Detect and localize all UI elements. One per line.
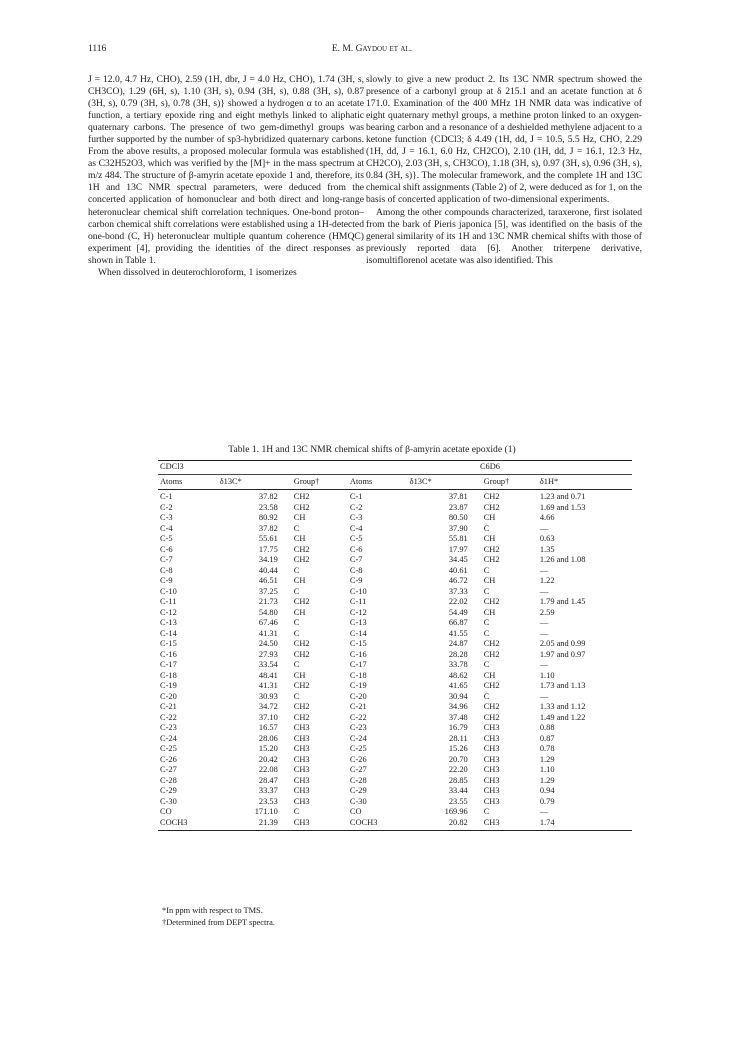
- cell-shift-13c: 21.73: [258, 597, 278, 606]
- cell-atom: C-4: [160, 523, 173, 533]
- table-body: [158, 490, 632, 831]
- cell-shift-1h: 0.63: [539, 534, 555, 543]
- cell-group: CH3: [293, 733, 310, 743]
- cell-atom: C-19: [160, 681, 177, 690]
- cell-shift-13c: 37.33: [448, 586, 468, 596]
- cell-shift-13c: 46.51: [258, 576, 278, 585]
- table-row: [158, 629, 632, 640]
- cell-group: CH: [293, 607, 306, 617]
- col-header-shift-1h: δ1H*: [538, 474, 632, 490]
- table-row: [158, 702, 632, 713]
- cell-shift-13c: 20.42: [258, 754, 278, 764]
- table-row: [158, 618, 632, 629]
- cell-atom: C-27: [160, 765, 177, 774]
- cell-atom: C-26: [160, 754, 177, 764]
- table-row: [158, 744, 632, 755]
- cell-shift-13c: 48.41: [258, 670, 278, 680]
- cell-shift-13c: 171.10: [254, 807, 278, 816]
- cell-atom: CO: [160, 807, 172, 816]
- cell-atom: C-10: [349, 586, 367, 596]
- table-row: [158, 734, 632, 745]
- cell-shift-13c: 16.57: [258, 723, 278, 732]
- running-head: E. M. Gaydou et al.: [331, 44, 413, 54]
- cell-atom: C-11: [160, 597, 177, 606]
- cell-shift-13c: 46.72: [448, 576, 468, 585]
- table-footnote-ppm: *In ppm with respect to TMS.: [162, 906, 263, 915]
- cell-group: CH: [483, 607, 496, 617]
- col-header-group: Group†: [292, 474, 348, 490]
- cell-shift-13c: 30.94: [448, 691, 468, 701]
- cell-group: C: [293, 565, 300, 575]
- cell-atom: C-1: [349, 492, 363, 501]
- cell-shift-13c: 28.47: [258, 775, 278, 785]
- right-paragraph-2: Among the other compounds characterized, taraxerone, first isolated from the bark of Pieris japonica [5], was identified on the basis of the general similarity of its 1H and 13C NMR chemical shifts with those of previously reported data [6]. Another triterpene derivative, isomultiflorenol acetate was also identified. This: [366, 206, 642, 266]
- cell-shift-13c: 169.96: [444, 807, 468, 816]
- cell-shift-13c: 40.61: [448, 565, 468, 575]
- table-row: [158, 503, 632, 514]
- cell-shift-13c: 37.82: [258, 492, 278, 501]
- cell-shift-13c: 16.79: [448, 723, 468, 732]
- cell-shift-13c: 34.96: [448, 702, 468, 711]
- table-row: [158, 692, 632, 703]
- cell-atom: C-13: [160, 618, 177, 627]
- cell-atom: C-2: [160, 502, 173, 512]
- cell-shift-1h: 1.10: [539, 765, 555, 774]
- cell-atom: C-3: [160, 513, 173, 522]
- cell-atom: C-6: [160, 544, 173, 554]
- cell-group: CH2: [483, 544, 500, 554]
- left-paragraph-1: J = 12.0, 4.7 Hz, CHO), 2.59 (1H, dbr, J = 4.0 Hz, CHO), 1.74 (3H, s, CH3CO), 1.29 (6H, s), 1.10 (3H, s), 0.94 (3H, s), 0.88 (3H, s), 0.87 (3H, s), 0.79 (3H, s), 0.78 (3H, s)} showed a hydrogen α to an acetate function, a tertiary epoxide ring and eight methyls linked to aliphatic quaternary carbons. The presence of two gem-dimethyl groups was further supported by the number of sp3-hybridized quaternary carbons. From the above results, a proposed molecular formula was established as C32H52O3, which was verified by the [M]+ in the mass spectrum at m/z 484. The structure of β-amyrin acetate epoxide 1 and, therefore, its 1H and 13C NMR spectral parameters, were deduced from the concerted application of homonuclear and both direct and long-range heteronuclear chemical shift correlation techniques. One-bond proton–carbon chemical shift correlations were established using a 1H-detected one-bond (C, H) heteronuclear multiple quantum coherence (HMQC) experiment [4], providing the identities of the direct responses as shown in Table 1.: [88, 74, 364, 266]
- cell-group: CH2: [483, 681, 500, 690]
- cell-group: CH2: [483, 555, 500, 564]
- cell-shift-1h: 1.29: [539, 754, 555, 764]
- cell-shift-1h: 1.35: [539, 544, 555, 554]
- cell-group: C: [483, 628, 490, 638]
- cell-group: CH2: [483, 649, 500, 659]
- cell-shift-13c: 48.62: [448, 670, 468, 680]
- table-row: [158, 608, 632, 619]
- cell-shift-13c: 80.92: [258, 513, 278, 522]
- cell-shift-1h: 1.49 and 1.22: [539, 712, 586, 722]
- cell-group: CH3: [483, 775, 500, 785]
- cell-group: C: [483, 807, 490, 816]
- table-row: [158, 765, 632, 776]
- cell-atom: C-26: [349, 754, 367, 764]
- cell-shift-1h: —: [539, 618, 549, 627]
- cell-shift-1h: 1.10: [539, 670, 555, 680]
- table-row: [158, 555, 632, 566]
- cell-shift-1h: 1.22: [539, 576, 555, 585]
- cell-atom: C-20: [349, 691, 367, 701]
- cell-shift-1h: 0.88: [539, 723, 555, 732]
- cell-group: CH2: [293, 502, 310, 512]
- table-row: [158, 513, 632, 524]
- cell-atom: C-9: [349, 576, 363, 585]
- cell-shift-13c: 23.55: [448, 796, 468, 806]
- cell-atom: C-25: [160, 744, 177, 753]
- nmr-shift-table: [158, 460, 632, 831]
- cell-shift-1h: —: [539, 660, 549, 669]
- cell-group: CH3: [483, 744, 500, 753]
- cell-shift-13c: 28.28: [448, 649, 468, 659]
- cell-shift-13c: 28.06: [258, 733, 278, 743]
- cell-shift-13c: 30.93: [258, 691, 278, 701]
- cell-group: CH3: [293, 786, 310, 795]
- cell-shift-13c: 24.50: [258, 639, 278, 648]
- cell-group: CH: [483, 534, 496, 543]
- cell-atom: C-1: [160, 492, 173, 501]
- cell-shift-1h: 2.05 and 0.99: [539, 639, 586, 648]
- cell-shift-13c: 33.54: [258, 660, 278, 669]
- cell-group: CH2: [483, 712, 500, 722]
- cell-atom: C-28: [349, 775, 367, 785]
- table-row: [158, 576, 632, 587]
- cell-atom: C-23: [349, 723, 367, 732]
- cell-group: CH3: [293, 796, 310, 806]
- cell-atom: C-27: [349, 765, 367, 774]
- cell-atom: C-14: [349, 628, 367, 638]
- cell-shift-13c: 21.39: [218, 818, 292, 831]
- cell-group: CH2: [293, 555, 310, 564]
- cell-group: CH2: [483, 702, 500, 711]
- solvent-c6d6: C6D6: [348, 461, 632, 475]
- cell-group: CH3: [293, 723, 310, 732]
- cell-group: CH3: [483, 796, 500, 806]
- column-header-row: [158, 474, 632, 490]
- table-row: [158, 818, 632, 831]
- cell-atom: C-28: [160, 775, 177, 785]
- cell-shift-13c: 34.19: [258, 555, 278, 564]
- cell-shift-13c: 55.81: [448, 534, 468, 543]
- cell-atom: C-17: [160, 660, 177, 669]
- cell-shift-13c: 23.87: [448, 502, 468, 512]
- table-row: [158, 755, 632, 766]
- cell-group: CH: [483, 670, 496, 680]
- cell-shift-1h: 1.73 and 1.13: [539, 681, 586, 690]
- cell-atom: C-23: [160, 723, 177, 732]
- cell-atom: COCH3: [348, 818, 408, 831]
- cell-shift-13c: 33.44: [448, 786, 468, 795]
- cell-atom: C-24: [160, 733, 177, 743]
- cell-group: C: [483, 586, 490, 596]
- cell-group: CH2: [293, 639, 310, 648]
- cell-shift-13c: 54.80: [258, 607, 278, 617]
- cell-shift-1h: 1.74: [538, 818, 632, 831]
- cell-atom: C-7: [349, 555, 363, 564]
- cell-shift-13c: 37.81: [448, 492, 468, 501]
- cell-group: CH3: [483, 754, 500, 764]
- table-footnote-dept: †Determined from DEPT spectra.: [162, 918, 275, 927]
- cell-group: CH2: [293, 681, 310, 690]
- cell-shift-1h: —: [539, 523, 549, 533]
- cell-atom: C-6: [349, 544, 363, 554]
- cell-atom: C-29: [160, 786, 177, 795]
- cell-shift-13c: 66.87: [448, 618, 468, 627]
- cell-atom: CO: [349, 807, 362, 816]
- cell-group: C: [483, 618, 490, 627]
- cell-shift-13c: 22.20: [448, 765, 468, 774]
- table-row: [158, 776, 632, 787]
- col-header-atoms: Atoms: [348, 474, 408, 490]
- cell-group: CH2: [483, 502, 500, 512]
- cell-shift-1h: 1.23 and 0.71: [539, 492, 586, 501]
- cell-shift-13c: 20.82: [408, 818, 482, 831]
- table-row: [158, 660, 632, 671]
- cell-group: CH: [293, 534, 306, 543]
- cell-group: C: [293, 628, 300, 638]
- cell-shift-13c: 37.82: [258, 523, 278, 533]
- cell-shift-1h: —: [539, 565, 549, 575]
- cell-atom: C-4: [349, 523, 363, 533]
- cell-shift-1h: 2.59: [539, 607, 555, 617]
- cell-shift-1h: 0.87: [539, 733, 555, 743]
- cell-atom: C-19: [349, 681, 367, 690]
- cell-shift-13c: 37.90: [448, 523, 468, 533]
- cell-shift-13c: 67.46: [258, 618, 278, 627]
- cell-shift-13c: 22.02: [448, 597, 468, 606]
- cell-group: C: [293, 691, 300, 701]
- cell-shift-13c: 22.08: [258, 765, 278, 774]
- table-row: [158, 650, 632, 661]
- cell-atom: C-13: [349, 618, 367, 627]
- cell-atom: C-10: [160, 586, 177, 596]
- table-row: [158, 534, 632, 545]
- table-row: [158, 524, 632, 535]
- cell-atom: C-3: [349, 513, 363, 522]
- cell-shift-13c: 41.31: [258, 681, 278, 690]
- col-header-atoms: Atoms: [158, 474, 218, 490]
- cell-shift-13c: 34.72: [258, 702, 278, 711]
- cell-shift-13c: 40.44: [258, 565, 278, 575]
- cell-group: CH3: [483, 733, 500, 743]
- cell-shift-13c: 17.75: [258, 544, 278, 554]
- cell-group: CH: [293, 576, 306, 585]
- cell-group: CH: [483, 513, 496, 522]
- table-row: [158, 639, 632, 650]
- cell-group: CH2: [483, 597, 500, 606]
- cell-shift-13c: 37.25: [258, 586, 278, 596]
- table-row: [158, 566, 632, 577]
- cell-group: CH2: [483, 492, 500, 501]
- right-column: [366, 74, 642, 267]
- cell-shift-13c: 17.97: [448, 544, 468, 554]
- cell-atom: C-18: [160, 670, 177, 680]
- cell-shift-13c: 24.87: [448, 639, 468, 648]
- cell-atom: C-5: [160, 534, 173, 543]
- cell-group: CH2: [293, 712, 310, 722]
- cell-atom: C-15: [349, 639, 367, 648]
- cell-group: CH3: [293, 744, 310, 753]
- cell-shift-1h: 0.78: [539, 744, 555, 753]
- cell-group: CH3: [293, 754, 310, 764]
- table-caption: Table 1. 1H and 13C NMR chemical shifts of β-amyrin acetate epoxide (1): [228, 444, 516, 455]
- left-column: [88, 74, 364, 279]
- cell-shift-1h: 1.97 and 0.97: [539, 649, 586, 659]
- cell-group: CH: [293, 513, 306, 522]
- cell-atom: C-11: [349, 597, 367, 606]
- cell-shift-1h: 1.26 and 1.08: [539, 555, 586, 564]
- cell-group: CH3: [293, 775, 310, 785]
- cell-atom: C-15: [160, 639, 177, 648]
- table-row: [158, 713, 632, 724]
- table-row: [158, 786, 632, 797]
- cell-group: C: [483, 691, 490, 701]
- cell-atom: C-21: [349, 702, 367, 711]
- table-row: [158, 807, 632, 818]
- cell-atom: COCH3: [158, 818, 218, 831]
- cell-atom: C-8: [349, 565, 363, 575]
- cell-shift-1h: —: [539, 691, 549, 701]
- cell-shift-13c: 41.31: [258, 628, 278, 638]
- cell-atom: C-8: [160, 565, 173, 575]
- col-header-shift-13c: δ13C*: [408, 474, 482, 490]
- cell-atom: C-21: [160, 702, 177, 711]
- cell-group: CH3: [293, 765, 310, 774]
- solvent-cdcl3: CDCl3: [158, 461, 348, 475]
- col-header-group: Group†: [482, 474, 538, 490]
- cell-shift-1h: 4.66: [539, 513, 555, 522]
- cell-group: C: [293, 586, 300, 596]
- cell-group: CH: [483, 576, 496, 585]
- table-row: [158, 597, 632, 608]
- table-row: [158, 723, 632, 734]
- cell-shift-1h: 1.79 and 1.45: [539, 597, 586, 606]
- cell-shift-13c: 41.55: [448, 628, 468, 638]
- cell-shift-1h: 0.94: [539, 786, 555, 795]
- table-row: [158, 545, 632, 556]
- cell-shift-13c: 23.53: [258, 796, 278, 806]
- cell-shift-13c: 28.85: [448, 775, 468, 785]
- right-paragraph-1: slowly to give a new product 2. Its 13C NMR spectrum showed the presence of a carbonyl group at δ 215.1 and an acetate function at δ 171.0. Examination of the 400 MHz 1H NMR data was indicative of eight quaternary methyl groups, a methine proton linked to an oxygen-bearing carbon and a resonance of a deshielded methylene adjacent to a ketone function {CDCl3; δ 4.49 (1H, dd, J = 10.5, 5.5 Hz, CHO, 2.29 (1H, dd, J = 16.1, 6.0 Hz, CH2CO), 2.10 (1H, dd, J = 16.1, 12.3 Hz, CH2CO), 2.03 (3H, s, CH3CO), 1.18 (3H, s), 0.97 (3H, s), 0.96 (3H, s), 0.84 (3H, s)}. The molecular framework, and the complete 1H and 13C chemical shift assignments (Table 2) of 2, were deduced as for 1, on the basis of concerted application of two-dimensional experiments.: [366, 74, 642, 206]
- cell-atom: C-22: [349, 712, 367, 722]
- cell-atom: C-18: [349, 670, 367, 680]
- cell-shift-13c: 20.70: [448, 754, 468, 764]
- cell-shift-1h: 1.29: [539, 775, 555, 785]
- cell-atom: C-30: [349, 796, 367, 806]
- solvent-header-row: [158, 461, 632, 475]
- cell-atom: C-17: [349, 660, 367, 669]
- cell-group: C: [293, 618, 300, 627]
- table-row: [158, 587, 632, 598]
- col-header-shift-13c: δ13C*: [218, 474, 292, 490]
- cell-atom: C-22: [160, 712, 177, 722]
- cell-shift-13c: 23.58: [258, 502, 278, 512]
- cell-group: CH2: [293, 597, 310, 606]
- cell-shift-13c: 37.48: [448, 712, 468, 722]
- cell-shift-1h: 0.79: [539, 796, 555, 806]
- cell-group: CH3: [483, 723, 500, 732]
- cell-group: CH: [293, 670, 306, 680]
- cell-atom: C-5: [349, 534, 363, 543]
- cell-group: CH2: [293, 544, 310, 554]
- table-row: [158, 681, 632, 692]
- cell-atom: C-25: [349, 744, 367, 753]
- cell-shift-13c: 28.11: [449, 733, 468, 743]
- table-row: [158, 490, 632, 503]
- cell-atom: C-30: [160, 796, 177, 806]
- cell-group: CH2: [293, 649, 310, 659]
- cell-group: C: [293, 807, 300, 816]
- cell-shift-1h: —: [539, 807, 549, 816]
- page-number: 1116: [88, 44, 107, 54]
- cell-shift-1h: 1.33 and 1.12: [539, 702, 586, 711]
- cell-shift-1h: —: [539, 628, 549, 638]
- cell-shift-13c: 27.93: [258, 649, 278, 659]
- cell-shift-13c: 33.78: [448, 660, 468, 669]
- cell-group: CH2: [483, 639, 500, 648]
- cell-shift-13c: 54.49: [448, 607, 468, 617]
- cell-group: C: [483, 660, 490, 669]
- cell-shift-13c: 15.26: [448, 744, 468, 753]
- cell-atom: C-16: [349, 649, 367, 659]
- cell-atom: C-24: [349, 733, 367, 743]
- cell-atom: C-14: [160, 628, 177, 638]
- page-header: [88, 44, 656, 58]
- cell-group: CH2: [293, 702, 310, 711]
- cell-shift-13c: 37.10: [258, 712, 278, 722]
- cell-group: CH3: [292, 818, 348, 831]
- cell-shift-13c: 55.61: [258, 534, 278, 543]
- cell-shift-13c: 33.37: [258, 786, 278, 795]
- cell-shift-1h: —: [539, 586, 549, 596]
- left-paragraph-2: When dissolved in deuterochloroform, 1 isomerizes: [98, 266, 297, 278]
- cell-shift-13c: 15.20: [258, 744, 278, 753]
- cell-group: C: [293, 660, 300, 669]
- cell-shift-13c: 34.45: [448, 555, 468, 564]
- cell-shift-13c: 41.65: [448, 681, 468, 690]
- cell-atom: C-12: [349, 607, 367, 617]
- cell-group: C: [483, 523, 490, 533]
- cell-atom: C-12: [160, 607, 177, 617]
- cell-group: CH3: [483, 786, 500, 795]
- cell-atom: C-7: [160, 555, 173, 564]
- cell-atom: C-20: [160, 691, 177, 701]
- cell-atom: C-9: [160, 576, 173, 585]
- table-row: [158, 797, 632, 808]
- cell-atom: C-29: [349, 786, 367, 795]
- cell-atom: C-2: [349, 502, 363, 512]
- cell-shift-13c: 80.50: [448, 513, 468, 522]
- cell-group: CH3: [482, 818, 538, 831]
- cell-group: C: [293, 523, 300, 533]
- table-row: [158, 671, 632, 682]
- cell-group: CH2: [293, 492, 310, 501]
- cell-shift-1h: 1.69 and 1.53: [539, 502, 586, 512]
- cell-atom: C-16: [160, 649, 177, 659]
- cell-group: C: [483, 565, 490, 575]
- cell-group: CH3: [483, 765, 500, 774]
